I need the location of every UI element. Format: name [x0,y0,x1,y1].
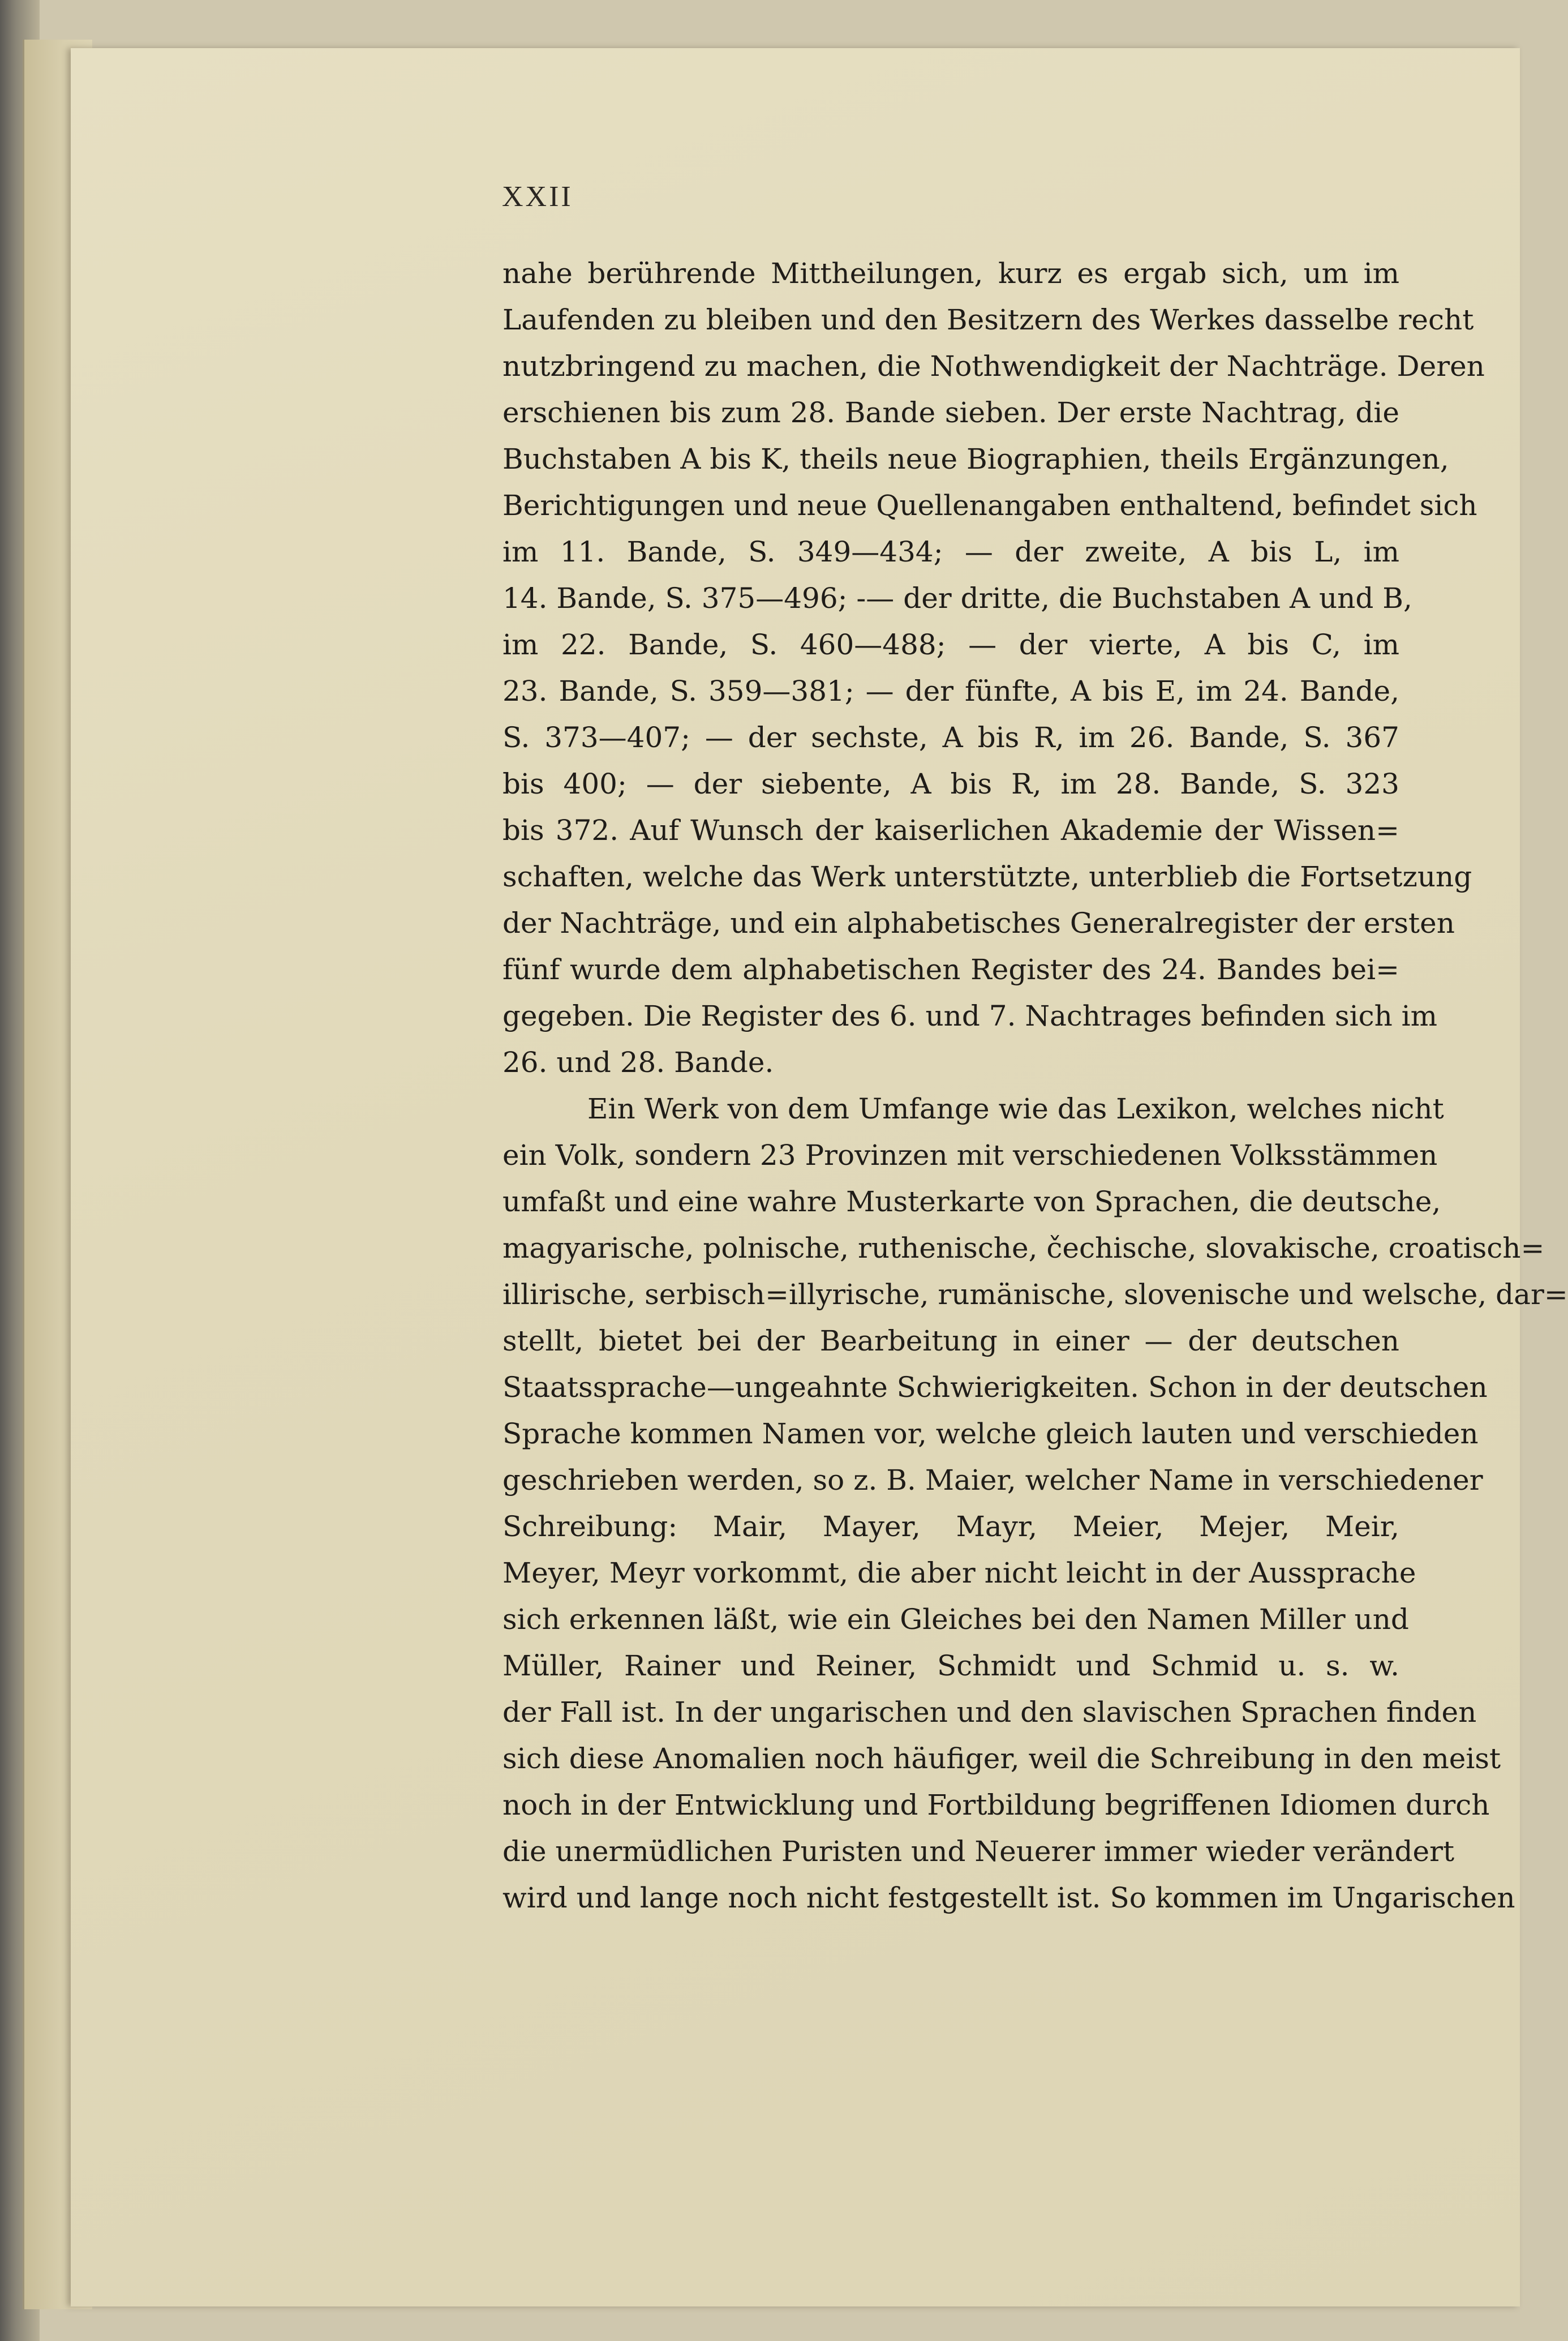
text-line: gegeben. Die Register des 6. und 7. Nachtrages befinden sich im [502,1000,1438,1032]
text-line: nahe berührende Mittheilungen, kurz es ergab sich, um im [502,257,1399,290]
text-line: sich erkennen läßt, wie ein Gleiches bei den Namen Miller und [502,1603,1409,1636]
text-line: nutzbringend zu machen, die Nothwendigkeit der Nachträge. Deren [502,350,1485,383]
text-line: noch in der Entwicklung und Fortbildung begriffenen Idiomen durch [502,1789,1490,1821]
text-line: im 22. Bande, S. 460—488; — der vierte, A bis C, im [502,628,1399,661]
text-line: 23. Bande, S. 359—381; — der fünfte, A bis E, im 24. Bande, [502,675,1399,708]
text-line: der Nachträge, und ein alphabetisches Generalregister der ersten [502,907,1455,940]
text-line: geschrieben werden, so z. B. Maier, welcher Name in verschiedener [502,1464,1483,1497]
text-line: im 11. Bande, S. 349—434; — der zweite, A bis L, im [502,535,1399,568]
text-line: Sprache kommen Namen vor, welche gleich lauten und verschieden [502,1417,1479,1450]
body-text [502,250,1568,1921]
text-line: Meyer, Meyr vorkommt, die aber nicht leicht in der Aussprache [502,1557,1416,1589]
text-line: magyarische, polnische, ruthenische, čechische, slovakische, croatisch= [502,1232,1545,1264]
paragraph-end-line: 26. und 28. Bande. [502,1046,774,1079]
text-line: bis 372. Auf Wunsch der kaiserlichen Akademie der Wissen= [502,814,1399,847]
text-line: schaften, welche das Werk unterstützte, unterblieb die Fortsetzung [502,860,1472,893]
text-line: illirische, serbisch=illyrische, rumänische, slovenische und welsche, dar= [502,1278,1568,1311]
text-line: wird und lange noch nicht festgestellt ist. So kommen im Ungarischen [502,1881,1515,1914]
text-line: Staatssprache—ungeahnte Schwierigkeiten. Schon in der deutschen [502,1371,1488,1404]
text-line: Berichtigungen und neue Quellenangaben enthaltend, befindet sich [502,489,1477,522]
text-line: erschienen bis zum 28. Bande sieben. Der erste Nachtrag, die [502,396,1399,429]
text-line: Schreibung: Mair, Mayer, Mayr, Meier, Mejer, Meir, [502,1510,1399,1543]
text-line: Laufenden zu bleiben und den Besitzern des Werkes dasselbe recht [502,303,1474,336]
text-line: 14. Bande, S. 375—496; -— der dritte, die Buchstaben A und B, [502,582,1412,615]
text-line: umfaßt und eine wahre Musterkarte von Sprachen, die deutsche, [502,1185,1441,1218]
text-line: Müller, Rainer und Reiner, Schmidt und Schmid u. s. w. [502,1649,1399,1682]
page-number: XXII [502,181,573,213]
text-line: stellt, bietet bei der Bearbeitung in einer — der deutschen [502,1324,1399,1357]
text-line: der Fall ist. In der ungarischen und den slavischen Sprachen finden [502,1696,1477,1729]
text-line: ein Volk, sondern 23 Provinzen mit verschiedenen Volksstämmen [502,1139,1438,1172]
text-line: bis 400; — der siebente, A bis R, im 28. Bande, S. 323 [502,768,1399,800]
text-line: die unermüdlichen Puristen und Neuerer immer wieder verändert [502,1835,1455,1868]
text-line: Buchstaben A bis K, theils neue Biographien, theils Ergänzungen, [502,443,1449,475]
text-line: S. 373—407; — der sechste, A bis R, im 26. Bande, S. 367 [502,721,1399,754]
text-line: sich diese Anomalien noch häufiger, weil die Schreibung in den meist [502,1742,1501,1775]
paragraph-start-line: Ein Werk von dem Umfange wie das Lexikon, welches nicht [587,1092,1444,1125]
text-line: fünf wurde dem alphabetischen Register des 24. Bandes bei= [502,953,1399,986]
